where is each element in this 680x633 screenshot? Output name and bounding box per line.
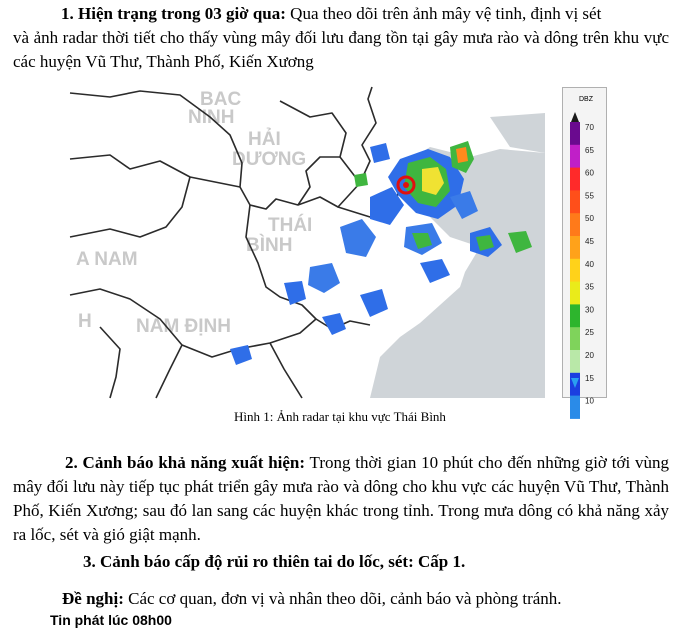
section-warning	[13, 451, 669, 547]
map-label-ninh: NINH	[188, 107, 235, 128]
recommendation-heading: Đề nghị:	[62, 589, 124, 608]
section-current-status-heading: 1. Hiện trạng trong 03 giờ qua:	[61, 4, 286, 23]
map-label-h: H	[78, 311, 92, 332]
legend-swatch	[570, 282, 580, 305]
map-label-thai: THÁI	[268, 215, 313, 236]
section-current-status	[13, 2, 669, 74]
legend-tick-label: 40	[585, 259, 594, 269]
legend-swatch	[570, 304, 580, 327]
section-current-status-line1: Qua theo dõi trên ảnh mây vệ tinh, định vị sét	[290, 4, 602, 23]
section-current-status-body: và ảnh radar thời tiết cho thấy vùng mây đối lưu đang tồn tại gây mưa rào và dông trên khu vực các huyện Vũ Thư, Thành Phố, Kiến Xương	[13, 28, 669, 71]
recommendation-body: Các cơ quan, đơn vị và nhân theo dõi, cảnh báo và phòng tránh.	[128, 589, 562, 608]
legend-swatch	[570, 213, 580, 236]
legend-swatch	[570, 145, 580, 168]
legend-tick-label: 50	[585, 214, 594, 224]
map-label-binh: BÌNH	[246, 235, 293, 256]
legend-swatch	[570, 236, 580, 259]
legend-swatch	[570, 350, 580, 373]
legend-top-arrow-icon	[571, 112, 579, 122]
dbz-legend	[562, 87, 607, 406]
legend-tick-label: 30	[585, 305, 594, 315]
legend-tick-label: 60	[585, 168, 594, 178]
legend-tick-label: 65	[585, 145, 594, 155]
section-risk-level: 3. Cảnh báo cấp độ rủi ro thiên tai do lốc, sét: Cấp 1.	[83, 552, 466, 571]
legend-tick-label: 10	[585, 396, 594, 406]
legend-swatch	[570, 327, 580, 350]
legend-unit: DBZ	[579, 96, 593, 103]
section-warning-body: Trong thời gian 10 phút cho đến những giờ tới vùng mây đối lưu này tiếp tục phát triển gây mưa rào và dông cho khu vực các huyện Vũ Thư, Thành Phố, Kiến Xương; sau đó lan sang các huyện khác trong tỉnh. Trong mưa dông có khả năng xảy ra lốc, sét và gió giật mạnh.	[13, 453, 669, 544]
legend-tick-label: 70	[585, 123, 594, 132]
legend-swatch	[570, 122, 580, 145]
map-label-nam-dinh: NAM ĐỊNH	[136, 316, 231, 337]
map-label-hai: HẢI	[248, 129, 281, 150]
map-label-bac: BAC	[200, 89, 242, 110]
legend-tick-label: 45	[585, 237, 594, 246]
legend-tick-label: 55	[585, 191, 594, 201]
legend-tick-label: 25	[585, 328, 594, 338]
legend-color-bars	[570, 122, 580, 419]
legend-swatch	[570, 168, 580, 191]
map-label-duong: DƯƠNG	[232, 149, 307, 170]
legend-swatch	[570, 190, 580, 213]
map-label-ha-nam: A NAM	[76, 249, 138, 270]
figure-caption: Hình 1: Ảnh radar tại khu vực Thái Bình	[234, 409, 446, 424]
legend-tick-label: 15	[585, 373, 594, 383]
legend-tick-label: 35	[585, 282, 594, 292]
legend-swatch	[570, 259, 580, 282]
section-warning-heading: 2. Cảnh báo khả năng xuất hiện:	[65, 453, 306, 472]
radar-map-image	[70, 87, 545, 398]
issued-time: Tin phát lúc 08h00	[50, 612, 172, 628]
legend-tick-label: 20	[585, 351, 594, 360]
recommendation	[62, 587, 562, 611]
legend-tick-labels	[585, 123, 594, 406]
